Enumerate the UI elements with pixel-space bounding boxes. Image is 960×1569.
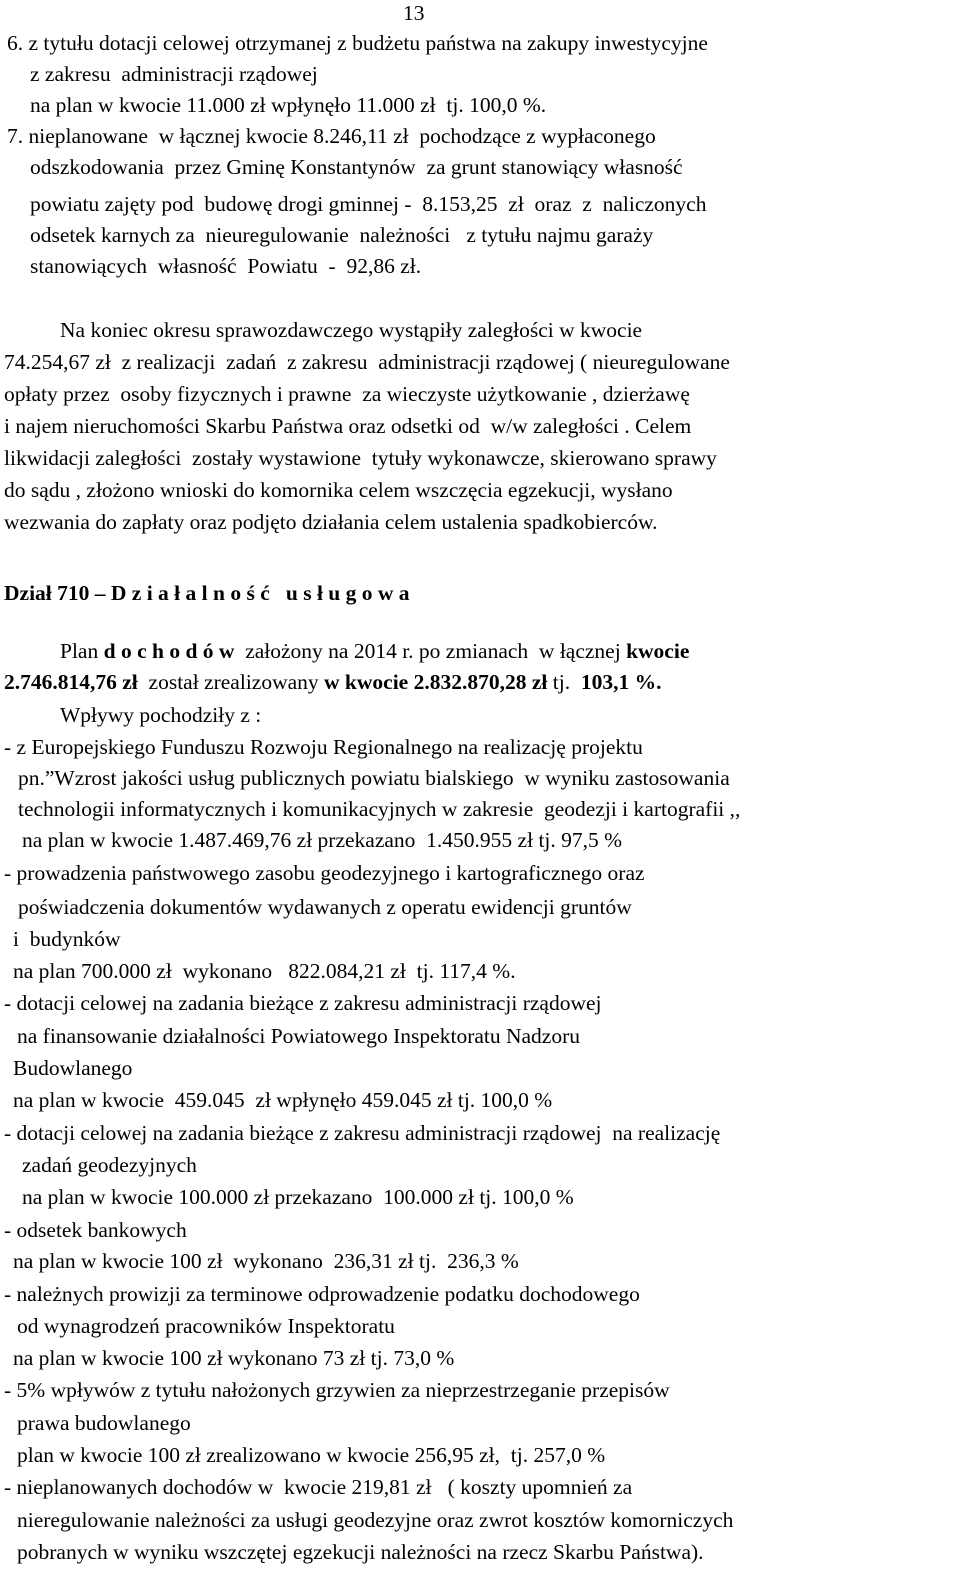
plan-text-c: założony na 2014 r. po zmianach w łącznej <box>234 639 627 663</box>
item-d-line2: zadań geodezyjnych <box>22 1153 197 1177</box>
plan-text-a: Plan <box>60 639 104 663</box>
page-number: 13 <box>403 1 425 25</box>
realization-plan-amount: 2.746.814,76 zł <box>4 670 138 694</box>
item-g-line3: plan w kwocie 100 zł zrealizowano w kwocie 256,95 zł, tj. 257,0 % <box>17 1443 606 1467</box>
realization-amount: w kwocie 2.832.870,28 zł <box>324 670 548 694</box>
item7-line2: odszkodowania przez Gminę Konstantynów za grunt stanowiący własność <box>30 155 683 179</box>
item7-line1: 7. nieplanowane w łącznej kwocie 8.246,11 zł pochodzące z wypłaconego <box>7 124 656 148</box>
item-a-line1: - z Europejskiego Funduszu Rozwoju Regionalnego na realizację projektu <box>4 735 643 759</box>
item7-line5: stanowiących własność Powiatu - 92,86 zł. <box>30 254 422 278</box>
item7-line4: odsetek karnych za nieuregulowanie należności z tytułu najmu garaży <box>30 223 654 247</box>
realization-text: został zrealizowany <box>137 670 325 694</box>
section-heading: Dział 710 – D z i a ł a l n o ś ć u s ł u g o w a <box>4 581 410 605</box>
item-a-line4: na plan w kwocie 1.487.469,76 zł przekazano 1.450.955 zł tj. 97,5 % <box>22 828 623 852</box>
item-a-line2: pn.”Wzrost jakości usług publicznych powiatu bialskiego w wyniku zastosowania <box>18 766 730 790</box>
item-a-line3: technologii informatycznych i komunikacyjnych w zakresie geodezji i kartografii ,, <box>18 797 741 821</box>
realization-line <box>4 667 661 698</box>
arrears-line1: Na koniec okresu sprawozdawczego wystąpiły zaległości w kwocie <box>60 318 643 342</box>
item-d-line3: na plan w kwocie 100.000 zł przekazano 100.000 zł tj. 100,0 % <box>22 1185 574 1209</box>
realization-tj: tj. <box>547 670 581 694</box>
item-b-line2: poświadczenia dokumentów wydawanych z operatu ewidencji gruntów <box>18 895 632 919</box>
item-h-line1: - nieplanowanych dochodów w kwocie 219,81 zł ( koszty upomnień za <box>4 1475 633 1499</box>
item-g-line2: prawa budowlanego <box>17 1411 191 1435</box>
item-c-line4: na plan w kwocie 459.045 zł wpłynęło 459.045 zł tj. 100,0 % <box>13 1088 553 1112</box>
revenue-sources-intro: Wpływy pochodziły z : <box>60 703 262 727</box>
item-e-line1: - odsetek bankowych <box>4 1218 187 1242</box>
item-f-line2: od wynagrodzeń pracowników Inspektoratu <box>17 1314 395 1338</box>
item-h-line2: nieregulowanie należności za usługi geodezyjne oraz zwrot kosztów komorniczych <box>17 1508 734 1532</box>
item6-line1: 6. z tytułu dotacji celowej otrzymanej z budżetu państwa na zakupy inwestycyjne <box>7 31 708 55</box>
arrears-line5: likwidacji zaległości zostały wystawione tytuły wykonawcze, skierowano sprawy <box>4 446 717 470</box>
arrears-line6: do sądu , złożono wnioski do komornika celem wszczęcia egzekucji, wysłano <box>4 478 673 502</box>
item6-line2: z zakresu administracji rządowej <box>30 62 318 86</box>
plan-text-b: d o c h o d ó w <box>103 639 235 663</box>
realization-percent: 103,1 %. <box>580 670 662 694</box>
arrears-line7: wezwania do zapłaty oraz podjęto działania celem ustalenia spadkobierców. <box>4 510 658 534</box>
item-f-line1: - należnych prowizji za terminowe odprowadzenie podatku dochodowego <box>4 1282 640 1306</box>
item-e-line2: na plan w kwocie 100 zł wykonano 236,31 zł tj. 236,3 % <box>13 1249 519 1273</box>
item-h-line3: pobranych w wyniku wszczętej egzekucji należności na rzecz Skarbu Państwa). <box>17 1540 704 1564</box>
item-c-line3: Budowlanego <box>13 1056 133 1080</box>
item6-line3: na plan w kwocie 11.000 zł wpłynęło 11.000 zł tj. 100,0 %. <box>30 93 547 117</box>
arrears-line4: i najem nieruchomości Skarbu Państwa oraz odsetki od w/w zaległości . Celem <box>4 414 692 438</box>
item-b-line4: na plan 700.000 zł wykonano 822.084,21 zł tj. 117,4 %. <box>13 959 516 983</box>
item-f-line3: na plan w kwocie 100 zł wykonano 73 zł tj. 73,0 % <box>13 1346 455 1370</box>
plan-line <box>60 636 689 667</box>
item7-line3: powiatu zajęty pod budowę drogi gminnej - 8.153,25 zł oraz z naliczonych <box>30 192 707 216</box>
item-c-line1: - dotacji celowej na zadania bieżące z zakresu administracji rządowej <box>4 991 602 1015</box>
item-d-line1: - dotacji celowej na zadania bieżące z zakresu administracji rządowej na realizację <box>4 1121 721 1145</box>
plan-text-d: kwocie <box>626 639 690 663</box>
item-g-line1: - 5% wpływów z tytułu nałożonych grzywien za nieprzestrzeganie przepisów <box>4 1378 670 1402</box>
item-b-line1: - prowadzenia państwowego zasobu geodezyjnego i kartograficznego oraz <box>4 861 645 885</box>
arrears-line3: opłaty przez osoby fizycznych i prawne za wieczyste użytkowanie , dzierżawę <box>4 382 690 406</box>
item-c-line2: na finansowanie działalności Powiatowego Inspektoratu Nadzoru <box>17 1024 581 1048</box>
arrears-line2: 74.254,67 zł z realizacji zadań z zakresu administracji rządowej ( nieuregulowane <box>4 350 730 374</box>
item-b-line3: i budynków <box>13 927 121 951</box>
